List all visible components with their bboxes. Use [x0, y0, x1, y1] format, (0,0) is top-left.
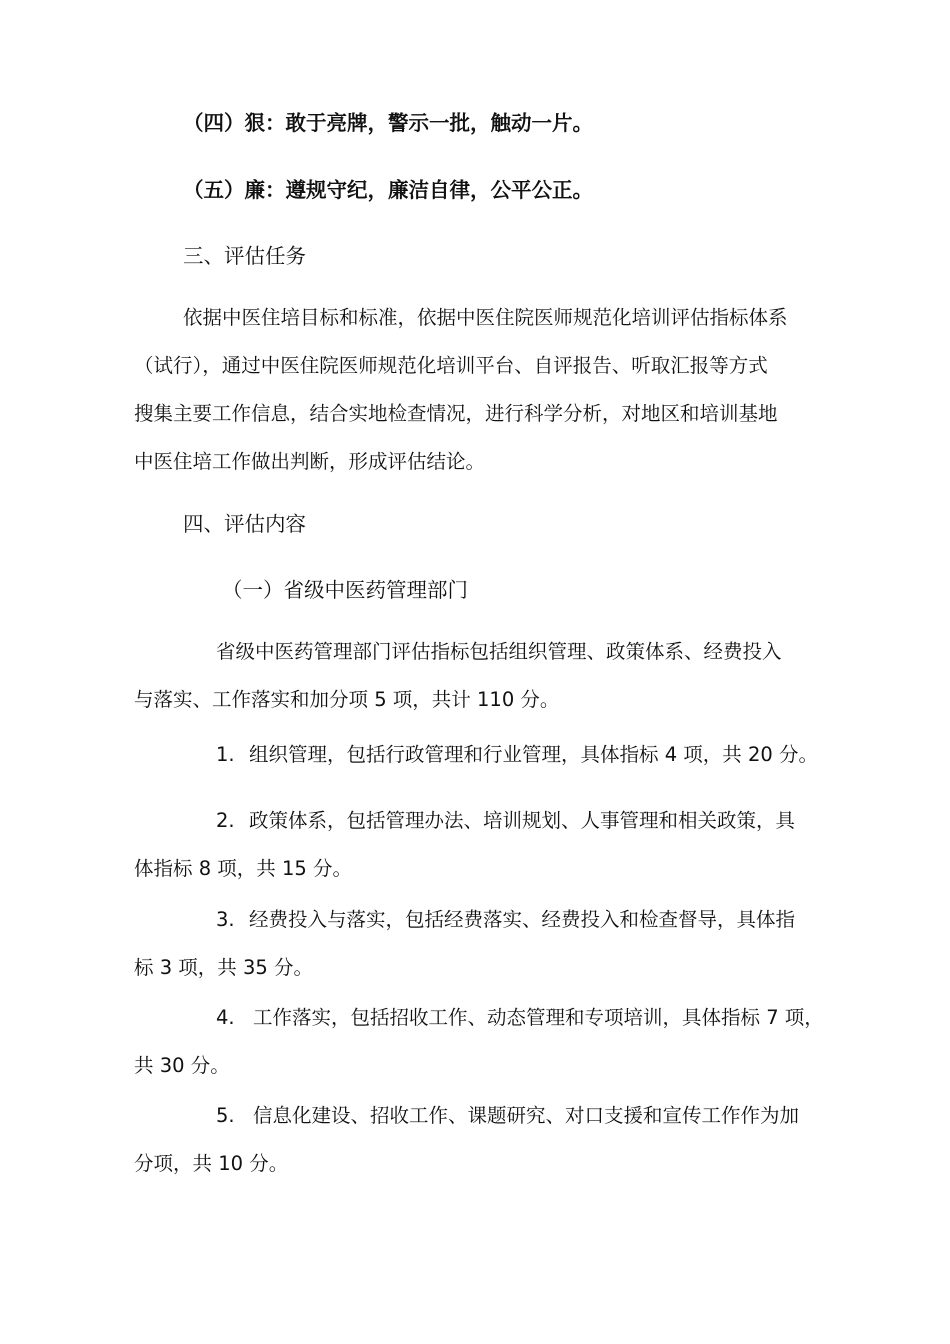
- section-4-heading: 四、评估内容: [183, 512, 306, 536]
- item-1-line-1: 组织管理，包括行政管理和行业管理，具体指标 4 项，共 20 分。: [249, 743, 819, 766]
- section-item-5: （五）廉：遵规守纪，廉洁自律，公平公正。: [183, 178, 593, 202]
- section-4-subheading: （一）省级中医药管理部门: [222, 578, 468, 602]
- item-5-line-2: 分项，共 10 分。: [134, 1152, 289, 1175]
- item-4-line-1: 工作落实，包括招收工作、动态管理和专项培训，具体指标 7 项，: [253, 1006, 824, 1029]
- section-3-heading: 三、评估任务: [183, 244, 306, 268]
- section-3-line-1: 依据中医住培目标和标准，依据中医住院医师规范化培训评估指标体系: [183, 306, 788, 329]
- item-4-number: 4.: [216, 1006, 235, 1029]
- item-2-number: 2.: [216, 809, 235, 832]
- section-4-intro-line-2: 与落实、工作落实和加分项 5 项，共计 110 分。: [134, 688, 560, 711]
- item-2-line-1: 政策体系，包括管理办法、培训规划、人事管理和相关政策，具: [249, 809, 796, 832]
- section-item-4: （四）狠：敢于亮牌，警示一批，触动一片。: [183, 111, 593, 135]
- item-1-number: 1.: [216, 743, 235, 766]
- item-5-number: 5.: [216, 1104, 235, 1127]
- item-3-number: 3.: [216, 908, 235, 931]
- section-3-line-3: 搜集主要工作信息，结合实地检查情况，进行科学分析，对地区和培训基地: [134, 402, 778, 425]
- section-3-line-2: （试行），通过中医住院医师规范化培训平台、自评报告、听取汇报等方式: [134, 354, 768, 377]
- item-3-line-1: 经费投入与落实，包括经费落实、经费投入和检查督导，具体指: [249, 908, 796, 931]
- item-4-line-2: 共 30 分。: [134, 1054, 230, 1077]
- item-2-line-2: 体指标 8 项，共 15 分。: [134, 857, 353, 880]
- section-4-intro-line-1: 省级中医药管理部门评估指标包括组织管理、政策体系、经费投入: [216, 640, 782, 663]
- section-3-line-4: 中医住培工作做出判断，形成评估结论。: [134, 450, 486, 473]
- item-3-line-2: 标 3 项，共 35 分。: [134, 956, 314, 979]
- item-5-line-1: 信息化建设、招收工作、课题研究、对口支援和宣传工作作为加: [253, 1104, 800, 1127]
